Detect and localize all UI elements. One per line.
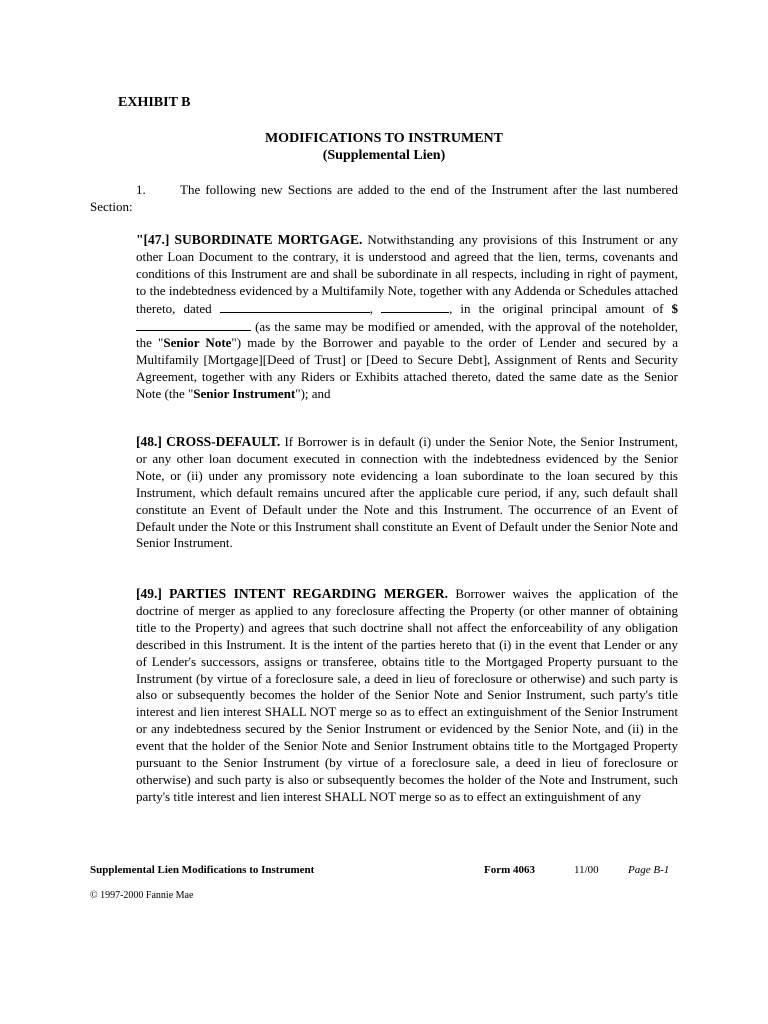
section-48-text: If Borrower is in default (i) under the Senior Note, the Senior Instrument, or any other loan document executed in connection with the indebtedness evidenced by the Senior Note, or (ii) under any promissory note evidencing a loan subordinate to the loan secured by this Instrument, which default remains uncured after the applicable cure period, if any, such default shall constitute an Event of Default under the Note and this Instrument. The occurrence of an Event of Default under the Note or this Instrument shall constitute an Event of Default under the Senior Note and Senior Instrument. (136, 434, 678, 551)
intro-number: 1. (136, 182, 146, 197)
copyright-notice: © 1997-2000 Fannie Mae (90, 890, 194, 901)
section-49-number: [49.] (136, 586, 162, 601)
footer-document-title: Supplemental Lien Modifications to Instrument (90, 864, 315, 876)
blank-date-line (220, 300, 370, 313)
section-49-title: PARTIES INTENT REGARDING MERGER. (169, 586, 449, 601)
senior-instrument-term: Senior Instrument (193, 386, 296, 402)
footer-date: 11/00 (574, 864, 599, 876)
section-47-text-5: "); and (295, 386, 331, 402)
footer-form-number: Form 4063 (484, 864, 536, 876)
blank-year-line (381, 300, 449, 313)
exhibit-title: EXHIBIT B (118, 95, 191, 110)
intro-paragraph (90, 181, 678, 215)
section-48-title: CROSS-DEFAULT. (166, 434, 281, 449)
footer-page-number: Page B-1 (628, 864, 670, 876)
blank-amount-line (136, 318, 251, 331)
section-47 (136, 232, 678, 403)
document-heading: MODIFICATIONS TO INSTRUMENT (264, 131, 504, 146)
heading-block (0, 130, 768, 164)
section-47-text-3: (as the same may be modified or amended, with the approval of the noteholder, the " (136, 318, 678, 351)
section-47-number: "[47.] (136, 232, 170, 247)
section-47-heading (136, 232, 362, 247)
section-47-title: SUBORDINATE MORTGAGE. (174, 232, 363, 247)
currency-sign: $ (671, 300, 679, 316)
section-49 (136, 586, 678, 806)
intro-text: The following new Sections are added to the end of the Instrument after the last numbered Section: (90, 182, 678, 214)
section-47-text-1: Notwithstanding any provisions of this Instrument or any other Loan Document to the contrary, it is understood and agreed that the lien, terms, covenants and conditions of this Instrument are and shall be subordinate in all respects, including in right of payment, to the indebtedness evidenced by a Multifamily Note, together with any Addenda or Schedules attached thereto, dated (136, 232, 679, 316)
section-48-heading (136, 434, 280, 449)
section-47-text-4: ") made by the Borrower and payable to the order of Lender and secured by a Multifamily [Mortgage][Deed of Trust] or [Deed to Secure Debt], Assignment of Rents and Security Agreement, together with any Riders or Exhibits attached thereto, dated the same date as the Senior Note (the " (136, 335, 678, 402)
section-49-text: Borrower waives the application of the doctrine of merger as applied to any foreclosure affecting the Property (or other manner of obtaining title to the Property) and agrees that such doctrine shall not affect the enforceability of any obligation described in this Instrument. It is the intent of the parties hereto that (i) in the event that Lender or any of Lender's successors, assigns or transferee, obtains title to the Mortgaged Property pursuant to the Instrument (by virtue of a foreclosure sale, a deed in lieu of foreclosure or otherwise) and such party is also or subsequently becomes the holder of the Senior Note and Senior Instrument, such party's title interest and lien interest SHALL NOT merge so as to effect an extinguishment of the Senior Instrument or any indebtedness secured by the Senior Instrument or evidenced by the Senior Note, and (ii) in the event that the holder of the Senior Note and Senior Instrument obtains title to the Mortgaged Property pursuant to the Senior Instrument (by virtue of a foreclosure sale, a deed in lieu of foreclosure or otherwise) and such party is also or subsequently becomes the holder of the Note and Instrument, such party's title interest and lien interest SHALL NOT merge so as to effect an extinguishment of any (136, 586, 679, 804)
senior-note-term: Senior Note (163, 335, 232, 351)
section-48 (136, 434, 678, 552)
section-49-heading (136, 586, 448, 601)
section-47-text-2: , in the original principal amount of (449, 300, 664, 316)
document-subheading: (Supplemental Lien) (322, 148, 446, 163)
separator-comma: , (369, 300, 373, 316)
section-48-number: [48.] (136, 434, 162, 449)
